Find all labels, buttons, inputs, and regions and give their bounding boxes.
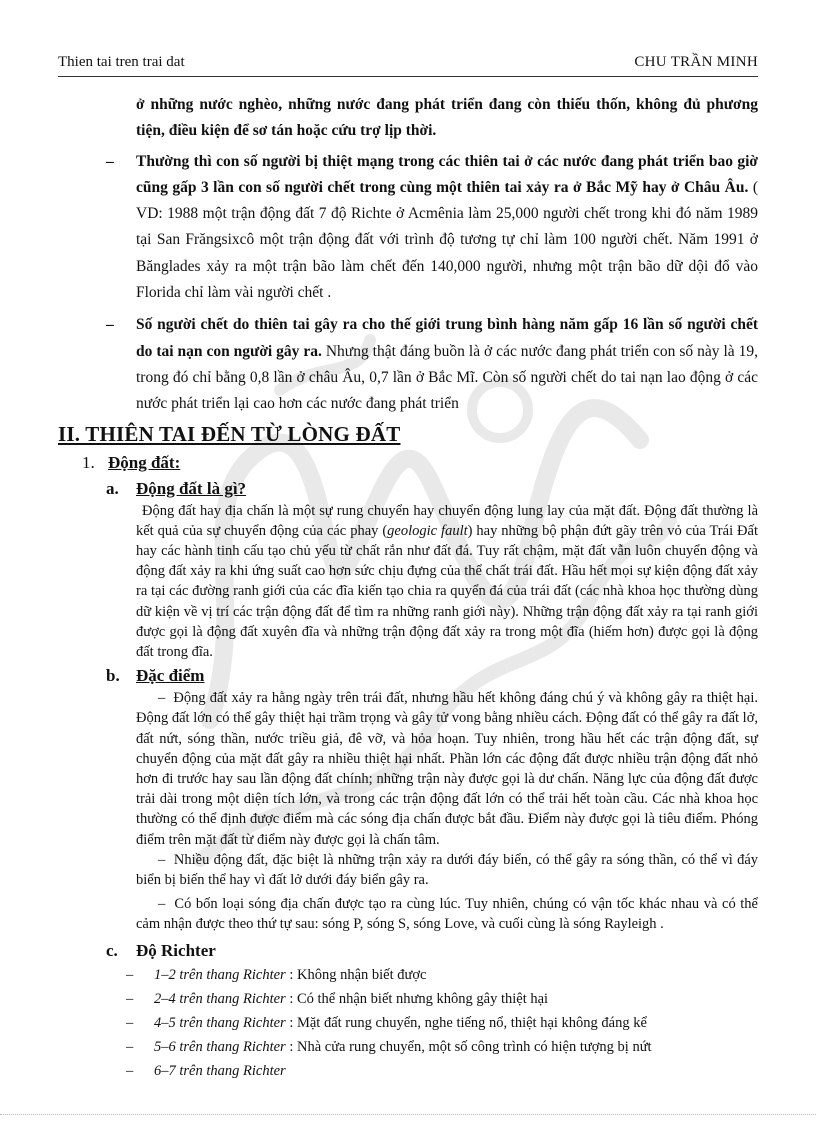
list-dash: – — [126, 1038, 134, 1055]
bullet-dash: – — [106, 152, 114, 170]
richter-range: 4–5 trên thang Richter — [154, 1014, 286, 1031]
subsection-a-heading — [106, 479, 758, 499]
richter-desc: : Nhà cửa rung chuyển, một số công trình có hiện tượng bị nứt — [285, 1038, 652, 1055]
bullet-2-text: Nhưng thật đáng buồn là ở các nước đang phát triển con số này là 19, trong đó chỉ bằng 0,8 lần ở châu Âu, 0,7 lần ở Bắc Mĩ. Còn số người chết do tai nạn lao động ở các nước phát triển lại cao hơn các nước đang phát triển — [136, 342, 758, 413]
richter-desc: : Mặt đất rung chuyển, nghe tiếng nổ, thiệt hại không đáng kể — [285, 1014, 647, 1031]
page-header — [58, 52, 758, 77]
para-a-text-1: Động đất hay địa chấn là một sự rung chuyển hay chuyển động lung lay của mặt đất. Động đất thường là kết quả của sự chuyển động của các phay ( — [136, 502, 758, 539]
richter-item — [58, 1059, 758, 1083]
header-author: CHU TRẦN MINH — [634, 54, 758, 70]
intro-bullet-1 — [58, 149, 758, 307]
intro-continued-line: ở những nước nghèo, những nước đang phát triển đang còn thiếu thốn, không đủ phương tiện, điều kiện để sơ tán hoặc cứu trợ lịp thời. — [136, 96, 758, 140]
subsection-b-paragraph-2 — [58, 850, 758, 890]
richter-item — [58, 987, 758, 1011]
subsection-b-heading — [106, 666, 758, 686]
bullet-2-bold: Số người chết do thiên tai gây ra cho thế giới trung bình hàng năm gấp 16 lần số người chết do tai nạn con người gây ra. — [136, 316, 758, 360]
subsection-a-paragraph — [58, 501, 758, 663]
bullet-1-bold: Thường thì con số người bị thiệt mạng trong các thiên tai ở các nước đang phát triển bao giờ cũng gấp 3 lần con số người chết trong cùng một thiên tai xảy ra ở Bắc Mỹ hay ở Châu Âu. — [136, 152, 758, 196]
intro-bullet-2 — [58, 312, 758, 417]
richter-item — [58, 1011, 758, 1035]
richter-desc: : Có thể nhận biết nhưng không gây thiệt hại — [285, 990, 549, 1007]
para-a-italic: geologic fault — [387, 522, 468, 539]
subsection-c-heading — [106, 941, 758, 961]
bullet-1-text: ( VD: 1988 một trận động đất 7 độ Richte ở Acmênia làm 25,000 người chết trong khi đó năm 1989 tại San Frăngsixcô một trận động đất với trình độ tương tự chỉ làm 100 người chết. Năm 1991 ở Bănglades xảy ra một trận bão làm chết đến 140,000 người, nhưng một trận bão dữ dội đổ vào Florida chỉ làm vài người chết . — [136, 178, 758, 302]
richter-range: 2–4 trên thang Richter — [154, 990, 286, 1007]
subsection-b-label: b. — [106, 666, 120, 686]
page-edge-divider — [0, 1114, 816, 1115]
para-b3-text: Có bốn loại sóng địa chấn được tạo ra cùng lúc. Tuy nhiên, chúng có vận tốc khác nhau và có thể cảm nhận được theo thứ tự sau: sóng P, sóng S, sóng Love, và cuối cùng là sóng Rayleigh . — [136, 896, 758, 933]
list-dash: – — [126, 1014, 134, 1031]
subsection-c-title: Độ Richter — [136, 940, 216, 960]
header-left-title: Thien tai tren trai dat — [58, 54, 185, 70]
list-dash: – — [126, 966, 134, 983]
subsection-c-label: c. — [106, 940, 118, 960]
richter-range: 1–2 trên thang Richter — [154, 966, 286, 983]
para-b1-text: Động đất xảy ra hằng ngày trên trái đất, nhưng hầu hết không đáng chú ý và không gây ra thiệt hại. Động đất lớn có thể gây thiệt hại trầm trọng và gây tử vong bằng nhiều cách. Động đất có thể gây ra đất lở, đất nứt, sóng thần, nước triều giả, đê vỡ, và hỏa hoạn. Tuy nhiên, trong hầu hết các trận động đất, sự chuyển động của mặt đất gây ra nhiều thiệt hại nhất. Phần lớn các động đất được nhiều trận động đất nhỏ hơn đi trước hay sau lần động đất chính; những trận này được gọi là dư chấn. Năng lực của động đất được trải dài trong một diện tích lớn, và trong các trận động đất lớn có thể trải hết toàn cầu. Các nhà khoa học thường có thể định được điểm mà các sóng địa chấn được bắt đầu. Điểm này được gọi là tiêu điểm. Phóng điểm trên mặt đất từ điểm này được gọi là chấn tâm. — [136, 690, 759, 848]
list-dash: – — [126, 1062, 134, 1079]
subsection-a-title: Động đất là gì? — [136, 478, 247, 498]
item-1-title: Động đất: — [108, 452, 181, 472]
richter-desc: : Không nhận biết được — [285, 966, 427, 983]
subsection-a-label: a. — [106, 478, 119, 498]
item-1-heading — [82, 453, 758, 473]
para-b2-text: Nhiều động đất, đặc biệt là những trận xảy ra dưới đáy biển, có thể gây ra sóng thần, có thể vì đáy biển bị biến thể hay vì đất lở dưới đáy biển gây ra. — [136, 851, 759, 889]
document-body — [58, 92, 758, 1083]
para-dash: – — [158, 896, 166, 913]
section-2-heading: II. THIÊN TAI ĐẾN TỪ LÒNG ĐẤT — [58, 421, 401, 446]
para-a-text-2: ) hay những bộ phận đứt gãy trên vỏ của Trái Đất hay các hành tinh cấu tạo chủ yếu từ chất rắn như đất đá. Tuy rất chậm, mặt đất vẫn luôn chuyển động và động đất xảy ra khi ứng suất cao hơn sức chịu đựng của thể chất trái đất. Hầu hết mọi sự kiện động đất xảy ra tại các đường ranh giới của các đĩa kiến tạo chia ra quyển đá của trái đất (các nhà khoa học thường dùng dữ kiện về vị trí các trận động đất để tìm ra những ranh giới này). Những trận động đất xảy ra tại ranh giới được gọi là động đất xuyên đĩa và những trận động đất xảy ra trong một đĩa (hiếm hơn) được gọi là động đất trong đĩa. — [136, 522, 758, 660]
para-dash: – — [158, 851, 166, 868]
subsection-b-paragraph-3 — [58, 894, 758, 934]
subsection-b-title: Đặc điểm — [136, 666, 205, 686]
richter-range: 5–6 trên thang Richter — [154, 1038, 286, 1055]
bullet-dash: – — [106, 316, 114, 334]
subsection-b-paragraph-1 — [58, 688, 758, 850]
list-dash: – — [126, 990, 134, 1007]
item-1-number: 1. — [82, 452, 95, 472]
richter-range: 6–7 trên thang Richter — [154, 1062, 286, 1079]
para-dash: – — [158, 690, 166, 707]
richter-item — [58, 1035, 758, 1059]
richter-item — [58, 963, 758, 987]
